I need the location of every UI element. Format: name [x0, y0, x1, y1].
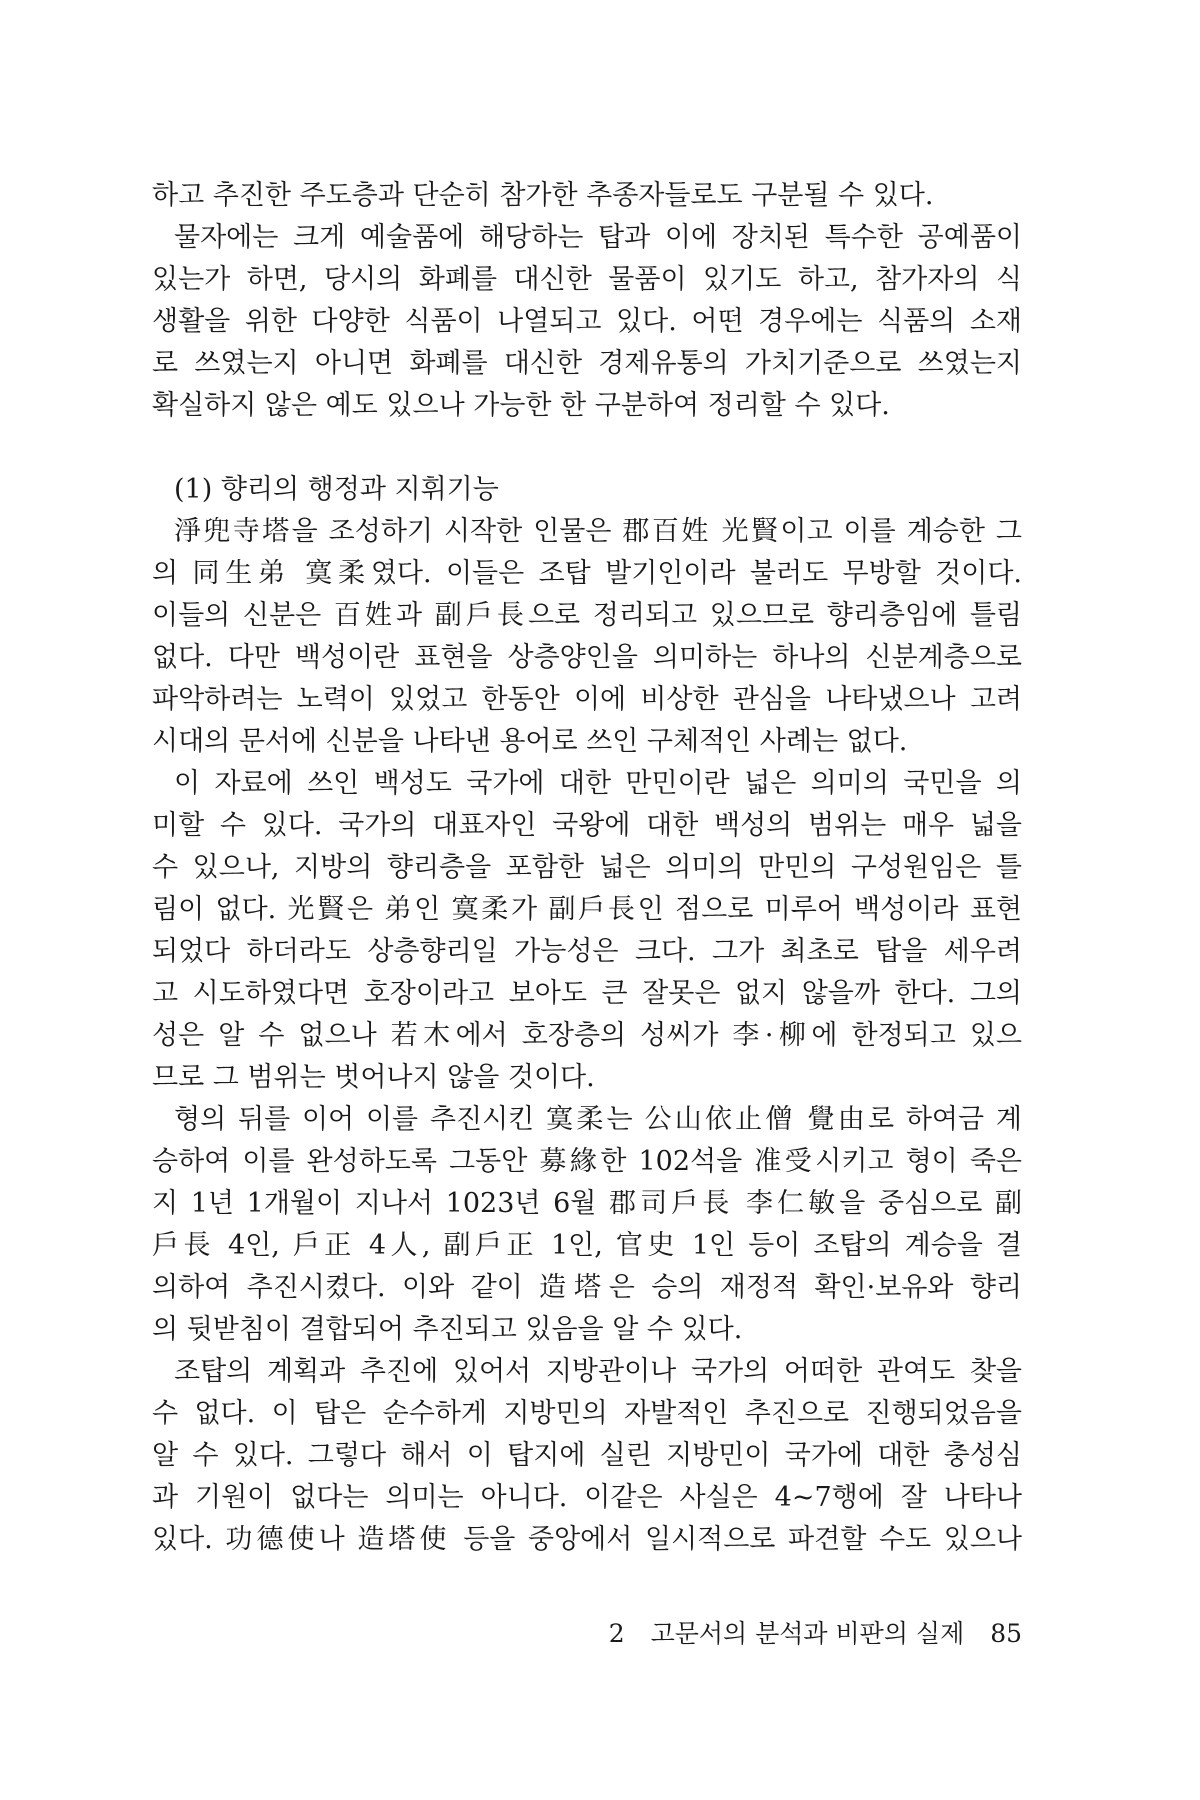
text-line: 지 1년 1개월이 지나서 1023년 6월 郡司戶長 李仁敏을 중심으로 副 [152, 1188, 1022, 1219]
section-heading: (1) 향리의 행정과 지휘기능 [174, 474, 499, 505]
text-line: 의 同生弟 寞柔였다. 이들은 조탑 발기인이라 불러도 무방할 것이다. [152, 558, 1022, 589]
text-line: 없다. 다만 백성이란 표현을 상층양인을 의미하는 하나의 신분계층으로 [152, 642, 1022, 673]
text-line: 과 기원이 없다는 의미는 아니다. 이같은 사실은 4~7행에 잘 나타나 [152, 1482, 1022, 1513]
chapter-number: 2 [608, 1619, 625, 1648]
text-line: 淨兜寺塔을 조성하기 시작한 인물은 郡百姓 光賢이고 이를 계승한 그 [174, 516, 1022, 547]
text-line: 로 쓰였는지 아니면 화폐를 대신한 경제유통의 가치기준으로 쓰였는지 [152, 348, 1022, 379]
text-line: 의하여 추진시켰다. 이와 같이 造塔은 승의 재정적 확인·보유와 향리 [152, 1272, 1022, 1303]
page-footer [591, 1614, 1022, 1650]
paragraph-gap [152, 427, 1022, 469]
page-number: 85 [990, 1619, 1022, 1648]
text-line: 수 있으나, 지방의 향리층을 포함한 넓은 의미의 만민의 구성원임은 틀 [152, 852, 1022, 883]
text-line: 승하여 이를 완성하도록 그동안 募緣한 102석을 准受시키고 형이 죽은 [152, 1146, 1022, 1177]
text-line: 림이 없다. 光賢은 弟인 寞柔가 副戶長인 점으로 미루어 백성이라 표현 [152, 894, 1022, 925]
text-line: 확실하지 않은 예도 있으나 가능한 한 구분하여 정리할 수 있다. [152, 390, 890, 421]
chapter-title: 고문서의 분석과 비판의 실제 [650, 1619, 965, 1648]
text-line: 있다. 功德使나 造塔使 등을 중앙에서 일시적으로 파견할 수도 있으나 [152, 1524, 1022, 1555]
text-line: 고 시도하였다면 호장이라고 보아도 큰 잘못은 없지 않을까 한다. 그의 [152, 978, 1022, 1009]
text-line: 알 수 있다. 그렇다 해서 이 탑지에 실린 지방민이 국가에 대한 충성심 [152, 1440, 1022, 1471]
text-line: 형의 뒤를 이어 이를 추진시킨 寞柔는 公山依止僧 覺由로 하여금 계 [174, 1104, 1022, 1135]
text-line: 시대의 문서에 신분을 나타낸 용어로 쓰인 구체적인 사례는 없다. [152, 726, 908, 757]
text-line: 생활을 위한 다양한 식품이 나열되고 있다. 어떤 경우에는 식품의 소재 [152, 306, 1022, 337]
body-text [152, 175, 1022, 1561]
text-line: 미할 수 있다. 국가의 대표자인 국왕에 대한 백성의 범위는 매우 넓을 [152, 810, 1022, 841]
text-line: 있는가 하면, 당시의 화폐를 대신한 물품이 있기도 하고, 참가자의 식 [152, 264, 1022, 295]
text-line: 의 뒷받침이 결합되어 추진되고 있음을 알 수 있다. [152, 1314, 743, 1345]
text-line: 하고 추진한 주도층과 단순히 참가한 추종자들로도 구분될 수 있다. [152, 180, 934, 211]
text-line: 수 없다. 이 탑은 순수하게 지방민의 자발적인 추진으로 진행되었음을 [152, 1398, 1022, 1429]
text-line: 조탑의 계획과 추진에 있어서 지방관이나 국가의 어떠한 관여도 찾을 [174, 1356, 1022, 1387]
text-line: 이들의 신분은 百姓과 副戶長으로 정리되고 있으므로 향리층임에 틀림 [152, 600, 1022, 631]
text-line: 성은 알 수 없으나 若木에서 호장층의 성씨가 李·柳에 한정되고 있으 [152, 1020, 1022, 1051]
text-line: 戶長 4인, 戶正 4人, 副戶正 1인, 官史 1인 등이 조탑의 계승을 결 [152, 1230, 1022, 1261]
text-line: 되었다 하더라도 상층향리일 가능성은 크다. 그가 최초로 탑을 세우려 [152, 936, 1022, 967]
text-line: 므로 그 범위는 벗어나지 않을 것이다. [152, 1062, 595, 1093]
text-line: 파악하려는 노력이 있었고 한동안 이에 비상한 관심을 나타냈으나 고려 [152, 684, 1022, 715]
text-line: 이 자료에 쓰인 백성도 국가에 대한 만민이란 넓은 의미의 국민을 의 [174, 768, 1022, 799]
text-line: 물자에는 크게 예술품에 해당하는 탑과 이에 장치된 특수한 공예품이 [174, 222, 1022, 253]
